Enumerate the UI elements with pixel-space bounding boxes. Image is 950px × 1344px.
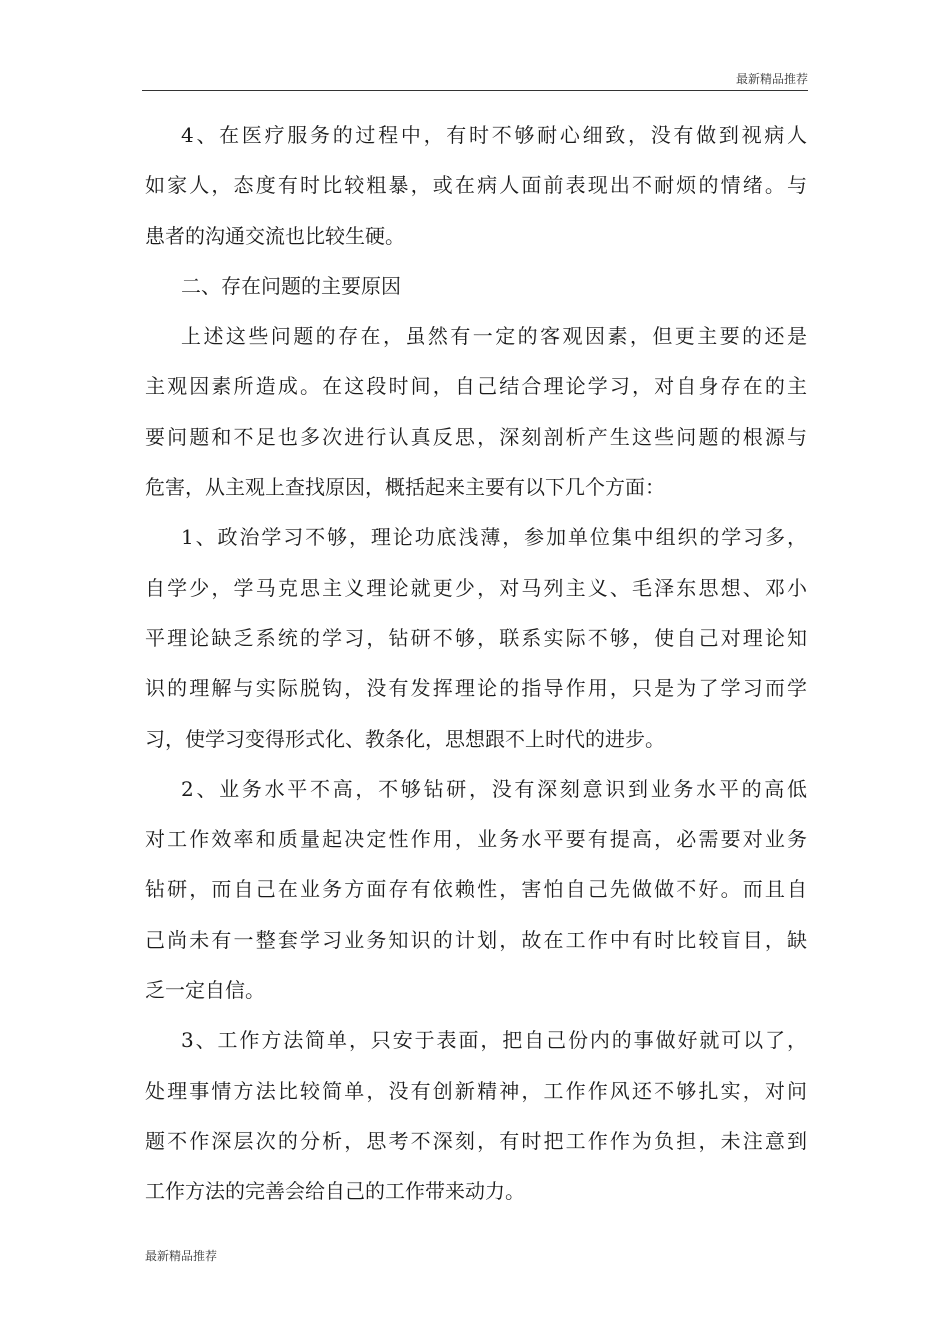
text-line: 1、政治学习不够，理论功底浅薄，参加单位集中组织的学习多， bbox=[181, 525, 807, 550]
text-line: 3、工作方法简单，只安于表面，把自己份内的事做好就可以了， bbox=[181, 1028, 807, 1053]
page-footer: 最新精品推荐 bbox=[145, 1249, 218, 1263]
header-text: 最新精品推荐 bbox=[735, 72, 808, 86]
text-line: 对工作效率和质量起决定性作用，业务水平要有提高，必需要对业务 bbox=[145, 827, 807, 852]
text-line: 乏一定自信。 bbox=[145, 978, 265, 1003]
text-line: 己尚未有一整套学习业务知识的计划，故在工作中有时比较盲目，缺 bbox=[145, 927, 807, 952]
text-line: 患者的沟通交流也比较生硬。 bbox=[145, 223, 405, 248]
text-line: 题不作深层次的分析，思考不深刻，有时把工作作为负担，未注意到 bbox=[145, 1128, 807, 1153]
text-line: 如家人，态度有时比较粗暴，或在病人面前表现出不耐烦的情绪。与 bbox=[145, 173, 807, 198]
text-line: 4、在医疗服务的过程中，有时不够耐心细致，没有做到视病人 bbox=[181, 123, 807, 147]
text-line: 工作方法的完善会给自己的工作带来动力。 bbox=[145, 1179, 525, 1204]
document-body bbox=[145, 110, 807, 1217]
text-line: 2、业务水平不高，不够钻研，没有深刻意识到业务水平的高低 bbox=[181, 776, 807, 801]
text-line: 要问题和不足也多次进行认真反思，深刻剖析产生这些问题的根源与 bbox=[145, 424, 807, 449]
text-line: 危害，从主观上查找原因，概括起来主要有以下几个方面： bbox=[145, 475, 665, 500]
text-line: 处理事情方法比较简单，没有创新精神，工作作风还不够扎实，对问 bbox=[145, 1078, 807, 1103]
text-line: 习，使学习变得形式化、教条化，思想跟不上时代的进步。 bbox=[145, 726, 665, 751]
text-line: 识的理解与实际脱钩，没有发挥理论的指导作用，只是为了学习而学 bbox=[145, 676, 807, 701]
text-line: 钻研，而自己在业务方面存有依赖性，害怕自己先做做不好。而且自 bbox=[145, 877, 807, 902]
text-line: 平理论缺乏系统的学习，钻研不够，联系实际不够，使自己对理论知 bbox=[145, 625, 807, 650]
text-line: 主观因素所造成。在这段时间，自己结合理论学习，对自身存在的主 bbox=[145, 374, 807, 399]
text-line: 自学少，学马克思主义理论就更少，对马列主义、毛泽东思想、邓小 bbox=[145, 575, 807, 600]
text-line: 上述这些问题的存在，虽然有一定的客观因素，但更主要的还是 bbox=[181, 324, 807, 349]
page-header bbox=[142, 70, 808, 91]
section-heading: 二、存在问题的主要原因 bbox=[181, 273, 401, 298]
